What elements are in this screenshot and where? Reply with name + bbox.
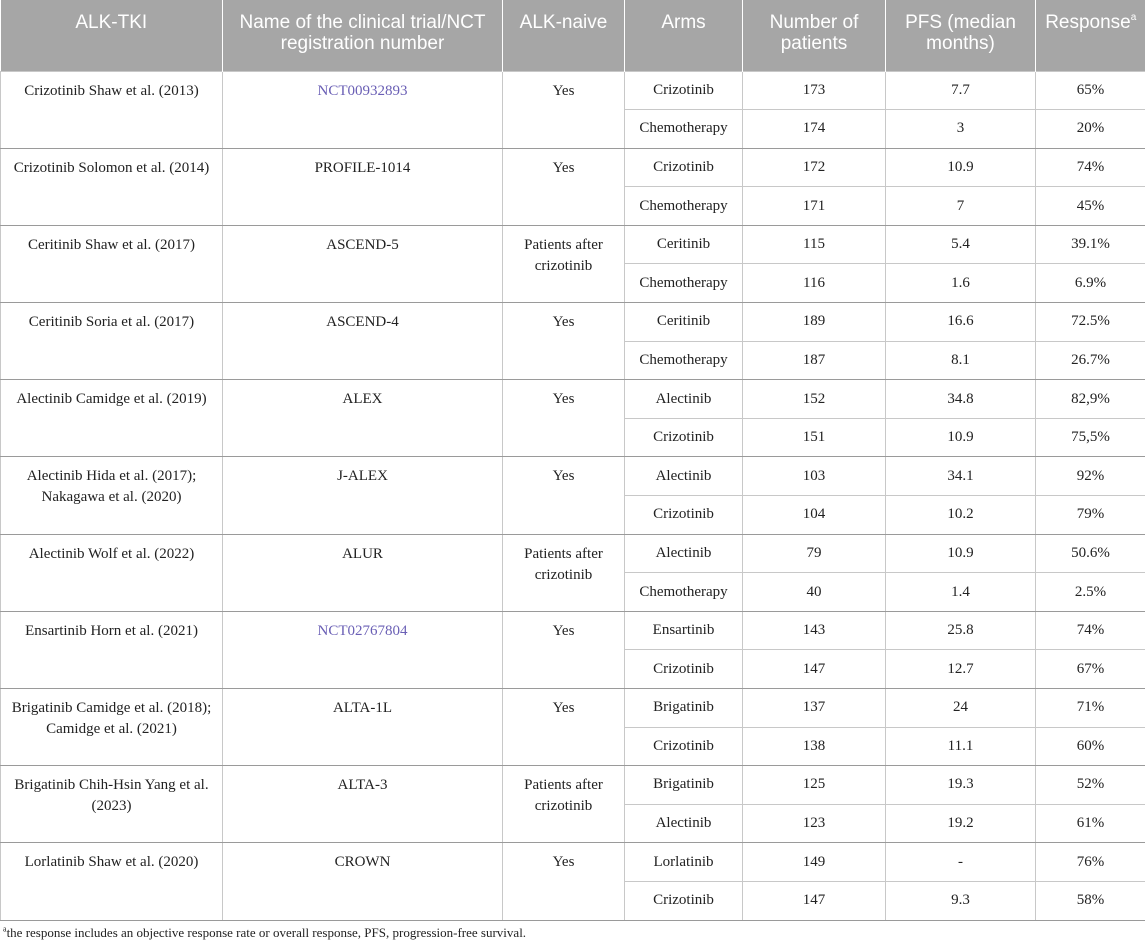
cell-response: 60% [1036, 727, 1145, 766]
cell-response: 67% [1036, 650, 1145, 689]
cell-arm: Chemotherapy [625, 110, 743, 149]
cell-number-of-patients: 137 [743, 689, 886, 728]
cell-number-of-patients: 173 [743, 71, 886, 110]
cell-response: 79% [1036, 496, 1145, 535]
cell-response: 26.7% [1036, 341, 1145, 380]
cell-response: 39.1% [1036, 225, 1145, 264]
header-trial-name: Name of the clinical trial/NCT registration number [223, 0, 503, 71]
cell-pfs: 7.7 [886, 71, 1036, 110]
cell-response: 6.9% [1036, 264, 1145, 303]
cell-alk-naive: Patients after crizotinib [503, 766, 625, 843]
cell-pfs: - [886, 843, 1036, 882]
cell-alk-tki: Crizotinib Shaw et al. (2013) [1, 71, 223, 148]
cell-arm: Crizotinib [625, 148, 743, 187]
footnote-marker: a [1130, 11, 1137, 23]
cell-pfs: 10.2 [886, 496, 1036, 535]
cell-arm: Ensartinib [625, 611, 743, 650]
cell-arm: Ceritinib [625, 303, 743, 342]
cell-alk-tki: Alectinib Wolf et al. (2022) [1, 534, 223, 611]
cell-arm: Crizotinib [625, 881, 743, 920]
cell-pfs: 24 [886, 689, 1036, 728]
cell-alk-tki: Ceritinib Shaw et al. (2017) [1, 225, 223, 302]
cell-pfs: 12.7 [886, 650, 1036, 689]
cell-pfs: 34.1 [886, 457, 1036, 496]
footnote-text: the response includes an objective response rate or overall response, PFS, progression-free survival. [6, 925, 527, 940]
cell-response: 92% [1036, 457, 1145, 496]
footnote-mark: a [3, 924, 7, 934]
cell-number-of-patients: 104 [743, 496, 886, 535]
cell-pfs: 9.3 [886, 881, 1036, 920]
cell-pfs: 1.6 [886, 264, 1036, 303]
cell-alk-naive: Yes [503, 843, 625, 920]
cell-number-of-patients: 123 [743, 804, 886, 843]
cell-arm: Alectinib [625, 534, 743, 573]
cell-arm: Alectinib [625, 804, 743, 843]
cell-alk-tki: Lorlatinib Shaw et al. (2020) [1, 843, 223, 920]
cell-response: 52% [1036, 766, 1145, 805]
cell-arm: Brigatinib [625, 766, 743, 805]
cell-number-of-patients: 187 [743, 341, 886, 380]
cell-number-of-patients: 138 [743, 727, 886, 766]
cell-pfs: 7 [886, 187, 1036, 226]
cell-trial-name: ALEX [223, 380, 503, 457]
cell-response: 71% [1036, 689, 1145, 728]
cell-trial-name: CROWN [223, 843, 503, 920]
cell-alk-naive: Yes [503, 148, 625, 225]
cell-number-of-patients: 143 [743, 611, 886, 650]
cell-alk-tki: Ceritinib Soria et al. (2017) [1, 303, 223, 380]
cell-pfs: 8.1 [886, 341, 1036, 380]
cell-response: 72.5% [1036, 303, 1145, 342]
cell-number-of-patients: 147 [743, 881, 886, 920]
table-row [1, 380, 1145, 419]
cell-alk-tki: Brigatinib Camidge et al. (2018); Camidge et al. (2021) [1, 689, 223, 766]
header-response [1036, 0, 1145, 71]
cell-response: 82,9% [1036, 380, 1145, 419]
header-alk-tki: ALK-TKI [1, 0, 223, 71]
cell-trial-name: J-ALEX [223, 457, 503, 534]
header-response-label: Response [1045, 12, 1131, 33]
header-pfs: PFS (median months) [886, 0, 1036, 71]
cell-response: 61% [1036, 804, 1145, 843]
cell-number-of-patients: 172 [743, 148, 886, 187]
header-alk-naive: ALK-naive [503, 0, 625, 71]
cell-trial-name: ALTA-1L [223, 689, 503, 766]
cell-response: 76% [1036, 843, 1145, 882]
cell-response: 50.6% [1036, 534, 1145, 573]
cell-trial-name: ALTA-3 [223, 766, 503, 843]
cell-arm: Crizotinib [625, 71, 743, 110]
cell-arm: Chemotherapy [625, 187, 743, 226]
cell-pfs: 10.9 [886, 418, 1036, 457]
cell-arm: Ceritinib [625, 225, 743, 264]
table-row [1, 225, 1145, 264]
header-number-of-patients: Number of patients [743, 0, 886, 71]
cell-response: 45% [1036, 187, 1145, 226]
cell-number-of-patients: 174 [743, 110, 886, 149]
cell-alk-naive: Yes [503, 71, 625, 148]
cell-alk-naive: Yes [503, 303, 625, 380]
cell-response: 74% [1036, 611, 1145, 650]
table-row [1, 457, 1145, 496]
cell-alk-tki: Alectinib Hida et al. (2017); Nakagawa et al. (2020) [1, 457, 223, 534]
table-row [1, 766, 1145, 805]
cell-response: 20% [1036, 110, 1145, 149]
cell-trial-name [223, 71, 503, 148]
cell-arm: Brigatinib [625, 689, 743, 728]
cell-arm: Crizotinib [625, 496, 743, 535]
cell-arm: Chemotherapy [625, 264, 743, 303]
cell-response: 75,5% [1036, 418, 1145, 457]
cell-alk-tki: Brigatinib Chih-Hsin Yang et al. (2023) [1, 766, 223, 843]
cell-pfs: 5.4 [886, 225, 1036, 264]
cell-number-of-patients: 152 [743, 380, 886, 419]
cell-arm: Crizotinib [625, 650, 743, 689]
cell-arm: Chemotherapy [625, 573, 743, 612]
header-arms: Arms [625, 0, 743, 71]
cell-alk-tki: Ensartinib Horn et al. (2021) [1, 611, 223, 688]
table-row [1, 611, 1145, 650]
cell-arm: Lorlatinib [625, 843, 743, 882]
trial-registration-link[interactable]: NCT02767804 [317, 622, 408, 639]
cell-number-of-patients: 116 [743, 264, 886, 303]
cell-number-of-patients: 151 [743, 418, 886, 457]
cell-alk-tki: Alectinib Camidge et al. (2019) [1, 380, 223, 457]
cell-trial-name: PROFILE-1014 [223, 148, 503, 225]
cell-number-of-patients: 79 [743, 534, 886, 573]
cell-pfs: 10.9 [886, 534, 1036, 573]
table-row [1, 689, 1145, 728]
cell-number-of-patients: 171 [743, 187, 886, 226]
table-body [1, 71, 1145, 920]
table-row [1, 534, 1145, 573]
cell-trial-name: ASCEND-5 [223, 225, 503, 302]
cell-number-of-patients: 189 [743, 303, 886, 342]
cell-arm: Chemotherapy [625, 341, 743, 380]
cell-number-of-patients: 147 [743, 650, 886, 689]
table-row [1, 148, 1145, 187]
cell-pfs: 19.3 [886, 766, 1036, 805]
cell-pfs: 10.9 [886, 148, 1036, 187]
cell-number-of-patients: 149 [743, 843, 886, 882]
cell-alk-naive: Yes [503, 380, 625, 457]
cell-response: 2.5% [1036, 573, 1145, 612]
table-row [1, 303, 1145, 342]
cell-pfs: 25.8 [886, 611, 1036, 650]
cell-response: 65% [1036, 71, 1145, 110]
table-row [1, 71, 1145, 110]
cell-response: 58% [1036, 881, 1145, 920]
cell-trial-name [223, 611, 503, 688]
trial-registration-link[interactable]: NCT00932893 [317, 82, 408, 99]
cell-arm: Alectinib [625, 380, 743, 419]
cell-pfs: 16.6 [886, 303, 1036, 342]
table-footnote [3, 925, 526, 941]
cell-trial-name: ALUR [223, 534, 503, 611]
cell-arm: Crizotinib [625, 727, 743, 766]
cell-trial-name: ASCEND-4 [223, 303, 503, 380]
cell-pfs: 11.1 [886, 727, 1036, 766]
cell-response: 74% [1036, 148, 1145, 187]
cell-pfs: 1.4 [886, 573, 1036, 612]
cell-number-of-patients: 115 [743, 225, 886, 264]
cell-pfs: 3 [886, 110, 1036, 149]
cell-alk-tki: Crizotinib Solomon et al. (2014) [1, 148, 223, 225]
cell-arm: Alectinib [625, 457, 743, 496]
cell-number-of-patients: 125 [743, 766, 886, 805]
cell-pfs: 34.8 [886, 380, 1036, 419]
table-header [1, 0, 1145, 71]
header-row [1, 0, 1145, 71]
table-row [1, 843, 1145, 882]
cell-alk-naive: Patients after crizotinib [503, 534, 625, 611]
cell-alk-naive: Yes [503, 689, 625, 766]
cell-alk-naive: Yes [503, 457, 625, 534]
cell-number-of-patients: 40 [743, 573, 886, 612]
cell-pfs: 19.2 [886, 804, 1036, 843]
cell-arm: Crizotinib [625, 418, 743, 457]
cell-alk-naive: Patients after crizotinib [503, 225, 625, 302]
cell-alk-naive: Yes [503, 611, 625, 688]
cell-number-of-patients: 103 [743, 457, 886, 496]
